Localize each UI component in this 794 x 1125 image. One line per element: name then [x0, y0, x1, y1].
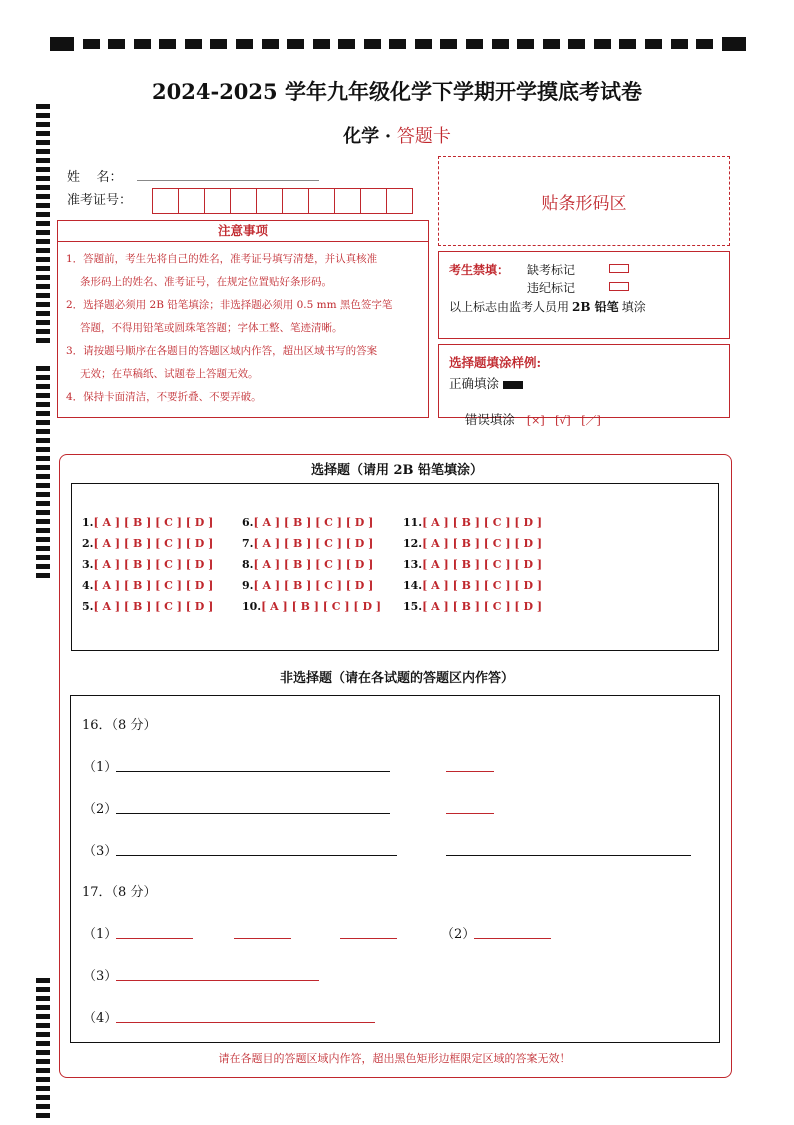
q16-part3-line-b[interactable] [446, 855, 691, 856]
barcode-label: 贴条形码区 [541, 193, 627, 214]
card-label: 答题卡 [396, 126, 451, 147]
mc-options[interactable]: [ A ] [ B ] [ C ] [ D ] [422, 516, 543, 529]
absent-mark-label: 缺考标记 [527, 263, 576, 277]
subtitle-dot: · [384, 126, 392, 147]
notice-box [57, 220, 429, 418]
question-17-label: 17．（8 分） [82, 885, 157, 900]
forbid-note [449, 298, 646, 315]
q17-part2-line[interactable] [474, 938, 551, 939]
sample-wrong [449, 395, 601, 443]
name-label: 姓 名： [67, 170, 123, 185]
forbid-note-pre: 以上标志由监考人员用 [449, 300, 570, 314]
q16-part2-label: （2） [83, 802, 118, 817]
mc-question[interactable] [403, 579, 542, 592]
mc-options[interactable]: [ A ] [ B ] [ C ] [ D ] [253, 537, 374, 550]
non-mc-section-title: 非选择题（请在各试题的答题区内作答） [279, 671, 514, 686]
boundary-warning: 请在各题目的答题区域内作答，超出黑色矩形边框限定区域的答案无效！ [218, 1052, 571, 1065]
notice-item: 无效；在草稿纸、试题卷上答题无效。 [80, 368, 259, 380]
id-label: 准考证号： [67, 193, 133, 208]
q16-part3-label: （3） [83, 844, 118, 859]
mc-section-title: 选择题（请用 2B 铅笔填涂） [310, 463, 484, 478]
q16-part1-line-b[interactable] [446, 771, 494, 772]
forbid-note-bold: 2B 铅笔 [572, 300, 619, 314]
mc-answer-box [71, 483, 719, 651]
mc-number: 15. [403, 600, 423, 613]
mc-options[interactable]: [ A ] [ B ] [ C ] [ D ] [422, 579, 543, 592]
subject-label: 化学 [343, 126, 380, 147]
q17-part3-line[interactable] [116, 980, 319, 981]
mc-question[interactable] [403, 516, 542, 529]
sample-correct [449, 374, 523, 392]
mc-question[interactable] [82, 600, 213, 613]
mc-question[interactable] [403, 537, 542, 550]
mc-question[interactable] [82, 579, 213, 592]
barcode-area [438, 156, 730, 246]
question-16-label: 16．（8 分） [82, 718, 157, 733]
mc-number: 4. [82, 579, 94, 592]
mc-number: 7. [242, 537, 254, 550]
mc-question[interactable] [403, 558, 542, 571]
mc-number: 12. [403, 537, 423, 550]
mc-number: 8. [242, 558, 254, 571]
mc-number: 10. [242, 600, 262, 613]
mc-question[interactable] [82, 537, 213, 550]
mc-options[interactable]: [ A ] [ B ] [ C ] [ D ] [422, 537, 543, 550]
violation-mark-box[interactable] [609, 282, 629, 291]
mc-number: 1. [82, 516, 94, 529]
notice-title: 注意事项 [58, 221, 428, 242]
mc-options[interactable]: [ A ] [ B ] [ C ] [ D ] [253, 579, 374, 592]
q17-part1-label: （1） [83, 927, 118, 942]
name-field[interactable] [137, 180, 319, 181]
notice-item: 答题，不得用铅笔或圆珠笔答题；字体工整、笔迹清晰。 [80, 322, 343, 334]
mc-options[interactable]: [ A ] [ B ] [ C ] [ D ] [253, 516, 374, 529]
sample-title: 选择题填涂样例: [449, 355, 542, 370]
q16-part3-line-a[interactable] [116, 855, 397, 856]
q17-part4-label: （4） [83, 1011, 118, 1026]
mc-options[interactable]: [ A ] [ B ] [ C ] [ D ] [422, 600, 543, 613]
mc-options[interactable]: [ A ] [ B ] [ C ] [ D ] [422, 558, 543, 571]
mc-question[interactable] [82, 516, 213, 529]
mc-number: 13. [403, 558, 423, 571]
mc-question[interactable] [242, 600, 381, 613]
mc-question[interactable] [403, 600, 542, 613]
mc-number: 3. [82, 558, 94, 571]
q17-part1-line-c[interactable] [340, 938, 397, 939]
q16-part2-line-a[interactable] [116, 813, 390, 814]
q16-part2-line-b[interactable] [446, 813, 494, 814]
mc-options[interactable]: [ A ] [ B ] [ C ] [ D ] [93, 516, 214, 529]
mc-options[interactable]: [ A ] [ B ] [ C ] [ D ] [93, 537, 214, 550]
mc-question[interactable] [242, 537, 373, 550]
violation-mark-label: 违纪标记 [527, 281, 576, 295]
mc-options[interactable]: [ A ] [ B ] [ C ] [ D ] [93, 600, 214, 613]
q17-part4-line[interactable] [116, 1022, 375, 1023]
mc-options[interactable]: [ A ] [ B ] [ C ] [ D ] [253, 558, 374, 571]
notice-item: 1．答题前，考生先将自己的姓名，准考证号填写清楚，并认真核准 [66, 253, 378, 265]
filled-mark-icon [503, 381, 523, 389]
forbid-label: 考生禁填： [449, 263, 510, 277]
id-number-boxes[interactable] [152, 188, 413, 214]
notice-item: 条形码上的姓名、准考证号，在规定位置贴好条形码。 [80, 276, 332, 288]
page-title: 2024-2025 学年九年级化学下学期开学摸底考试卷 [152, 79, 642, 104]
q17-part1-line-a[interactable] [116, 938, 193, 939]
mc-question[interactable] [82, 558, 213, 571]
mc-question[interactable] [242, 558, 373, 571]
notice-item: 4．保持卡面清洁，不要折叠、不要弄破。 [66, 391, 262, 403]
mc-number: 9. [242, 579, 254, 592]
timing-marks-left-bottom [36, 978, 50, 1118]
mc-options[interactable]: [ A ] [ B ] [ C ] [ D ] [261, 600, 382, 613]
mc-options[interactable]: [ A ] [ B ] [ C ] [ D ] [93, 558, 214, 571]
q17-part3-label: （3） [83, 969, 118, 984]
mc-number: 2. [82, 537, 94, 550]
q17-part2-label: （2） [441, 927, 476, 942]
mc-question[interactable] [242, 516, 373, 529]
mc-number: 11. [403, 516, 423, 529]
mc-question[interactable] [242, 579, 373, 592]
absent-mark-box[interactable] [609, 264, 629, 273]
q16-part1-line-a[interactable] [116, 771, 390, 772]
fill-sample-box [438, 344, 730, 427]
timing-marks-top [50, 37, 746, 51]
mc-number: 5. [82, 600, 94, 613]
mc-options[interactable]: [ A ] [ B ] [ C ] [ D ] [93, 579, 214, 592]
page-subtitle [0, 122, 794, 148]
mc-number: 6. [242, 516, 254, 529]
q17-part1-line-b[interactable] [234, 938, 291, 939]
non-mc-answer-box [70, 695, 720, 1043]
notice-item: 3．请按题号顺序在各题目的答题区域内作答，超出区域书写的答案 [66, 345, 378, 357]
forbid-note-post: 填涂 [621, 300, 646, 314]
sample-correct-label: 正确填涂 [449, 376, 500, 391]
examiner-only-box [438, 251, 730, 339]
sample-wrong-label: 错误填涂 [464, 412, 515, 427]
mc-number: 14. [403, 579, 423, 592]
notice-item: 2．选择题必须用 2B 铅笔填涂；非选择题必须用 0.5 mm 黑色签字笔 [66, 299, 393, 311]
wrong-marks: [×] [√] [／] [526, 414, 601, 427]
q16-part1-label: （1） [83, 760, 118, 775]
